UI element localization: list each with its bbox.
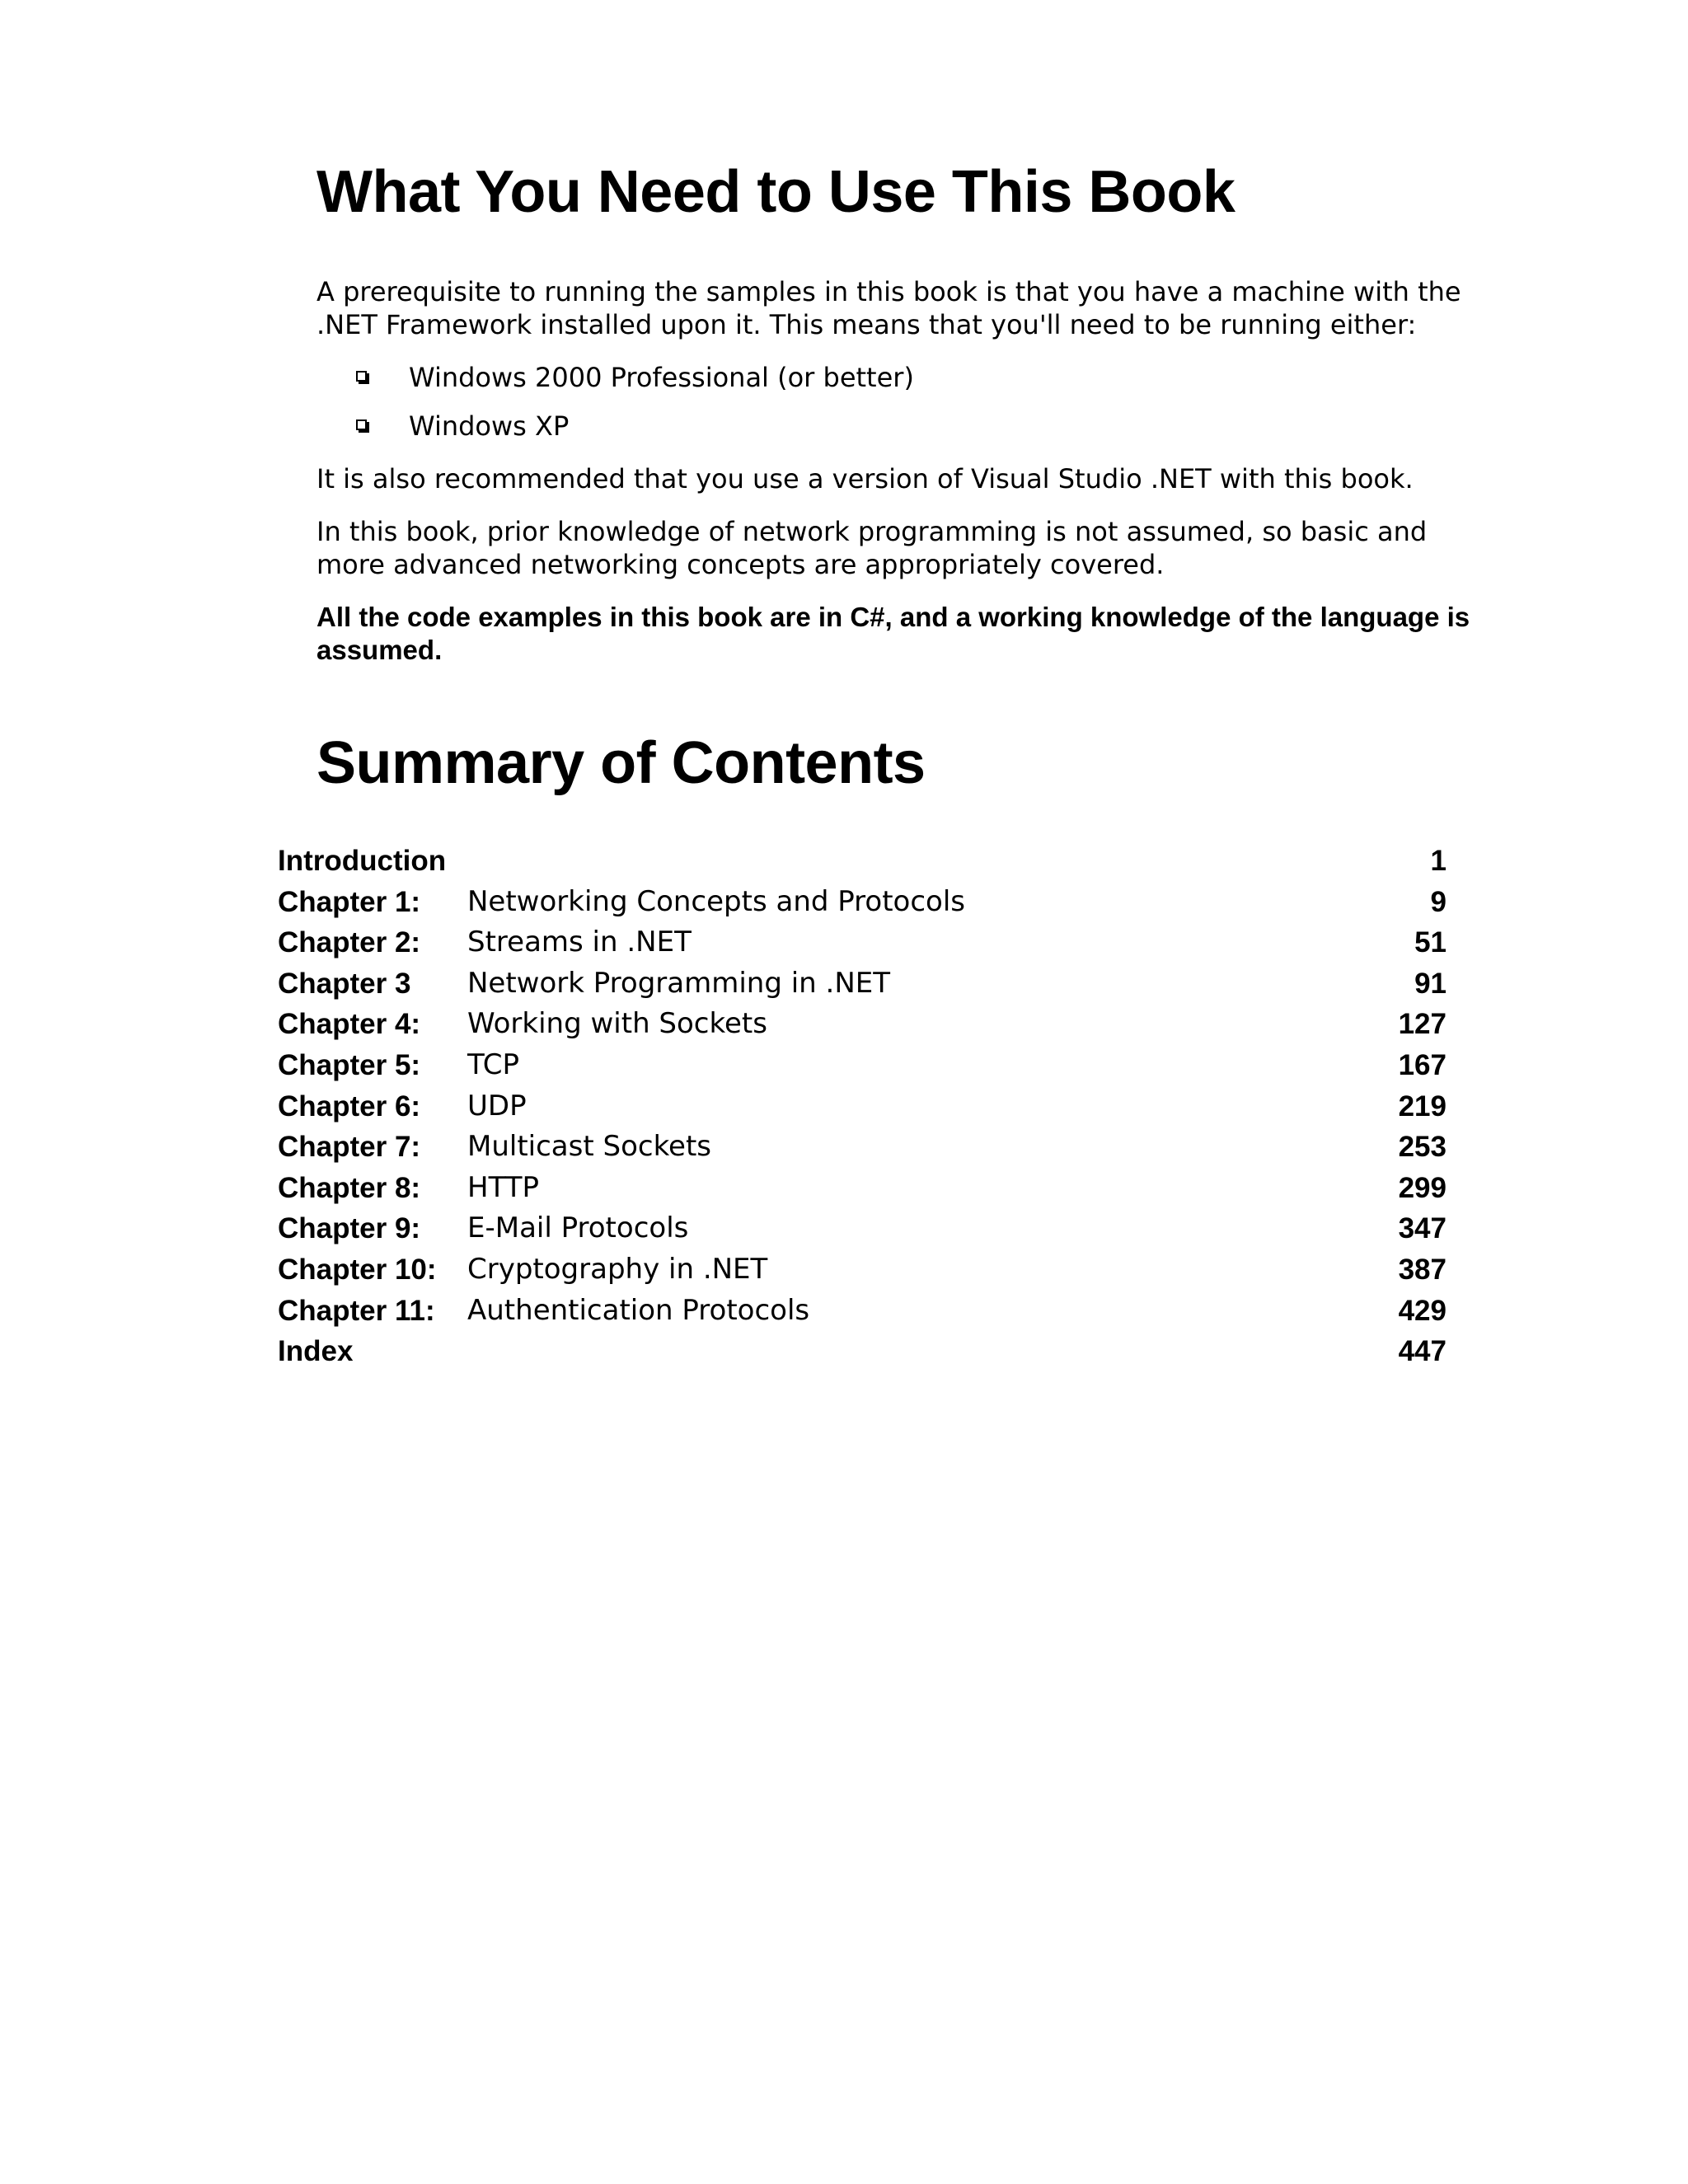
toc-title: Network Programming in .NET xyxy=(467,966,891,1000)
table-of-contents xyxy=(278,841,1447,1372)
toc-title: HTTP xyxy=(467,1170,540,1204)
toc-row xyxy=(278,1168,1447,1209)
toc-label: Chapter 11: xyxy=(278,1294,435,1327)
toc-title: Authentication Protocols xyxy=(467,1293,810,1327)
section-heading-requirements: What You Need to Use This Book xyxy=(316,159,1236,225)
toc-row xyxy=(278,1127,1447,1168)
toc-row xyxy=(278,1208,1447,1249)
toc-label: Chapter 4: xyxy=(278,1008,421,1041)
section-heading-contents: Summary of Contents xyxy=(316,730,926,796)
toc-page-number: 299 xyxy=(1398,1171,1447,1204)
toc-page-number: 167 xyxy=(1398,1048,1447,1081)
prior-knowledge-paragraph: In this book, prior knowledge of network programming is not assumed, so basic and more advanced networking concepts are appropriately covered. xyxy=(316,516,1428,580)
toc-page-number: 51 xyxy=(1414,926,1447,959)
toc-label: Chapter 3 xyxy=(278,967,411,1000)
assumption-paragraph: All the code examples in this book are in C#, and a working knowledge of the language is assumed. xyxy=(316,602,1470,665)
toc-page-number: 387 xyxy=(1398,1253,1447,1286)
toc-title: Working with Sockets xyxy=(467,1007,767,1041)
toc-page-number: 9 xyxy=(1430,885,1447,918)
toc-page-number: 1 xyxy=(1430,845,1447,877)
toc-row xyxy=(278,963,1447,1005)
intro-paragraph: A prerequisite to running the samples in this book is that you have a machine with the .NET Framework installed upon it. This means that you'll need to be running either: xyxy=(316,276,1461,340)
toc-row xyxy=(278,922,1447,963)
toc-title: Multicast Sockets xyxy=(467,1130,712,1164)
toc-row xyxy=(278,1331,1447,1372)
list-item xyxy=(316,410,1470,443)
toc-title: UDP xyxy=(467,1089,527,1122)
toc-title: Networking Concepts and Protocols xyxy=(467,884,965,918)
toc-label: Chapter 8: xyxy=(278,1171,421,1204)
recommendation-paragraph: It is also recommended that you use a version of Visual Studio .NET with this book. xyxy=(316,463,1414,494)
toc-page-number: 253 xyxy=(1398,1131,1447,1164)
toc-label: Chapter 2: xyxy=(278,926,421,959)
toc-row xyxy=(278,1249,1447,1291)
toc-title: Streams in .NET xyxy=(467,926,692,959)
toc-label: Chapter 7: xyxy=(278,1131,421,1164)
toc-label: Introduction xyxy=(278,845,447,877)
toc-title: E-Mail Protocols xyxy=(467,1212,689,1245)
toc-label: Chapter 1: xyxy=(278,885,421,918)
toc-page-number: 91 xyxy=(1414,967,1447,1000)
toc-label: Chapter 10: xyxy=(278,1253,437,1286)
toc-page-number: 127 xyxy=(1398,1008,1447,1041)
checkbox-bullet-icon xyxy=(356,419,367,430)
toc-page-number: 429 xyxy=(1398,1294,1447,1327)
page-content xyxy=(316,155,1470,800)
toc-label: Chapter 6: xyxy=(278,1090,421,1122)
requirement-text: Windows 2000 Professional (or better) xyxy=(409,362,914,393)
toc-page-number: 347 xyxy=(1398,1212,1447,1245)
toc-row xyxy=(278,1086,1447,1127)
toc-label: Chapter 5: xyxy=(278,1048,421,1081)
toc-row xyxy=(278,841,1447,882)
checkbox-bullet-icon xyxy=(356,371,367,382)
toc-label: Chapter 9: xyxy=(278,1212,421,1245)
toc-page-number: 219 xyxy=(1398,1090,1447,1122)
list-item xyxy=(316,361,1470,394)
toc-title: Cryptography in .NET xyxy=(467,1252,768,1286)
toc-row xyxy=(278,882,1447,923)
toc-title: TCP xyxy=(467,1047,520,1081)
requirement-text: Windows XP xyxy=(409,410,570,442)
toc-page-number: 447 xyxy=(1398,1335,1447,1368)
toc-row xyxy=(278,1045,1447,1086)
toc-row xyxy=(278,1004,1447,1045)
toc-row xyxy=(278,1291,1447,1332)
toc-label: Index xyxy=(278,1335,354,1368)
requirements-list xyxy=(316,361,1470,443)
